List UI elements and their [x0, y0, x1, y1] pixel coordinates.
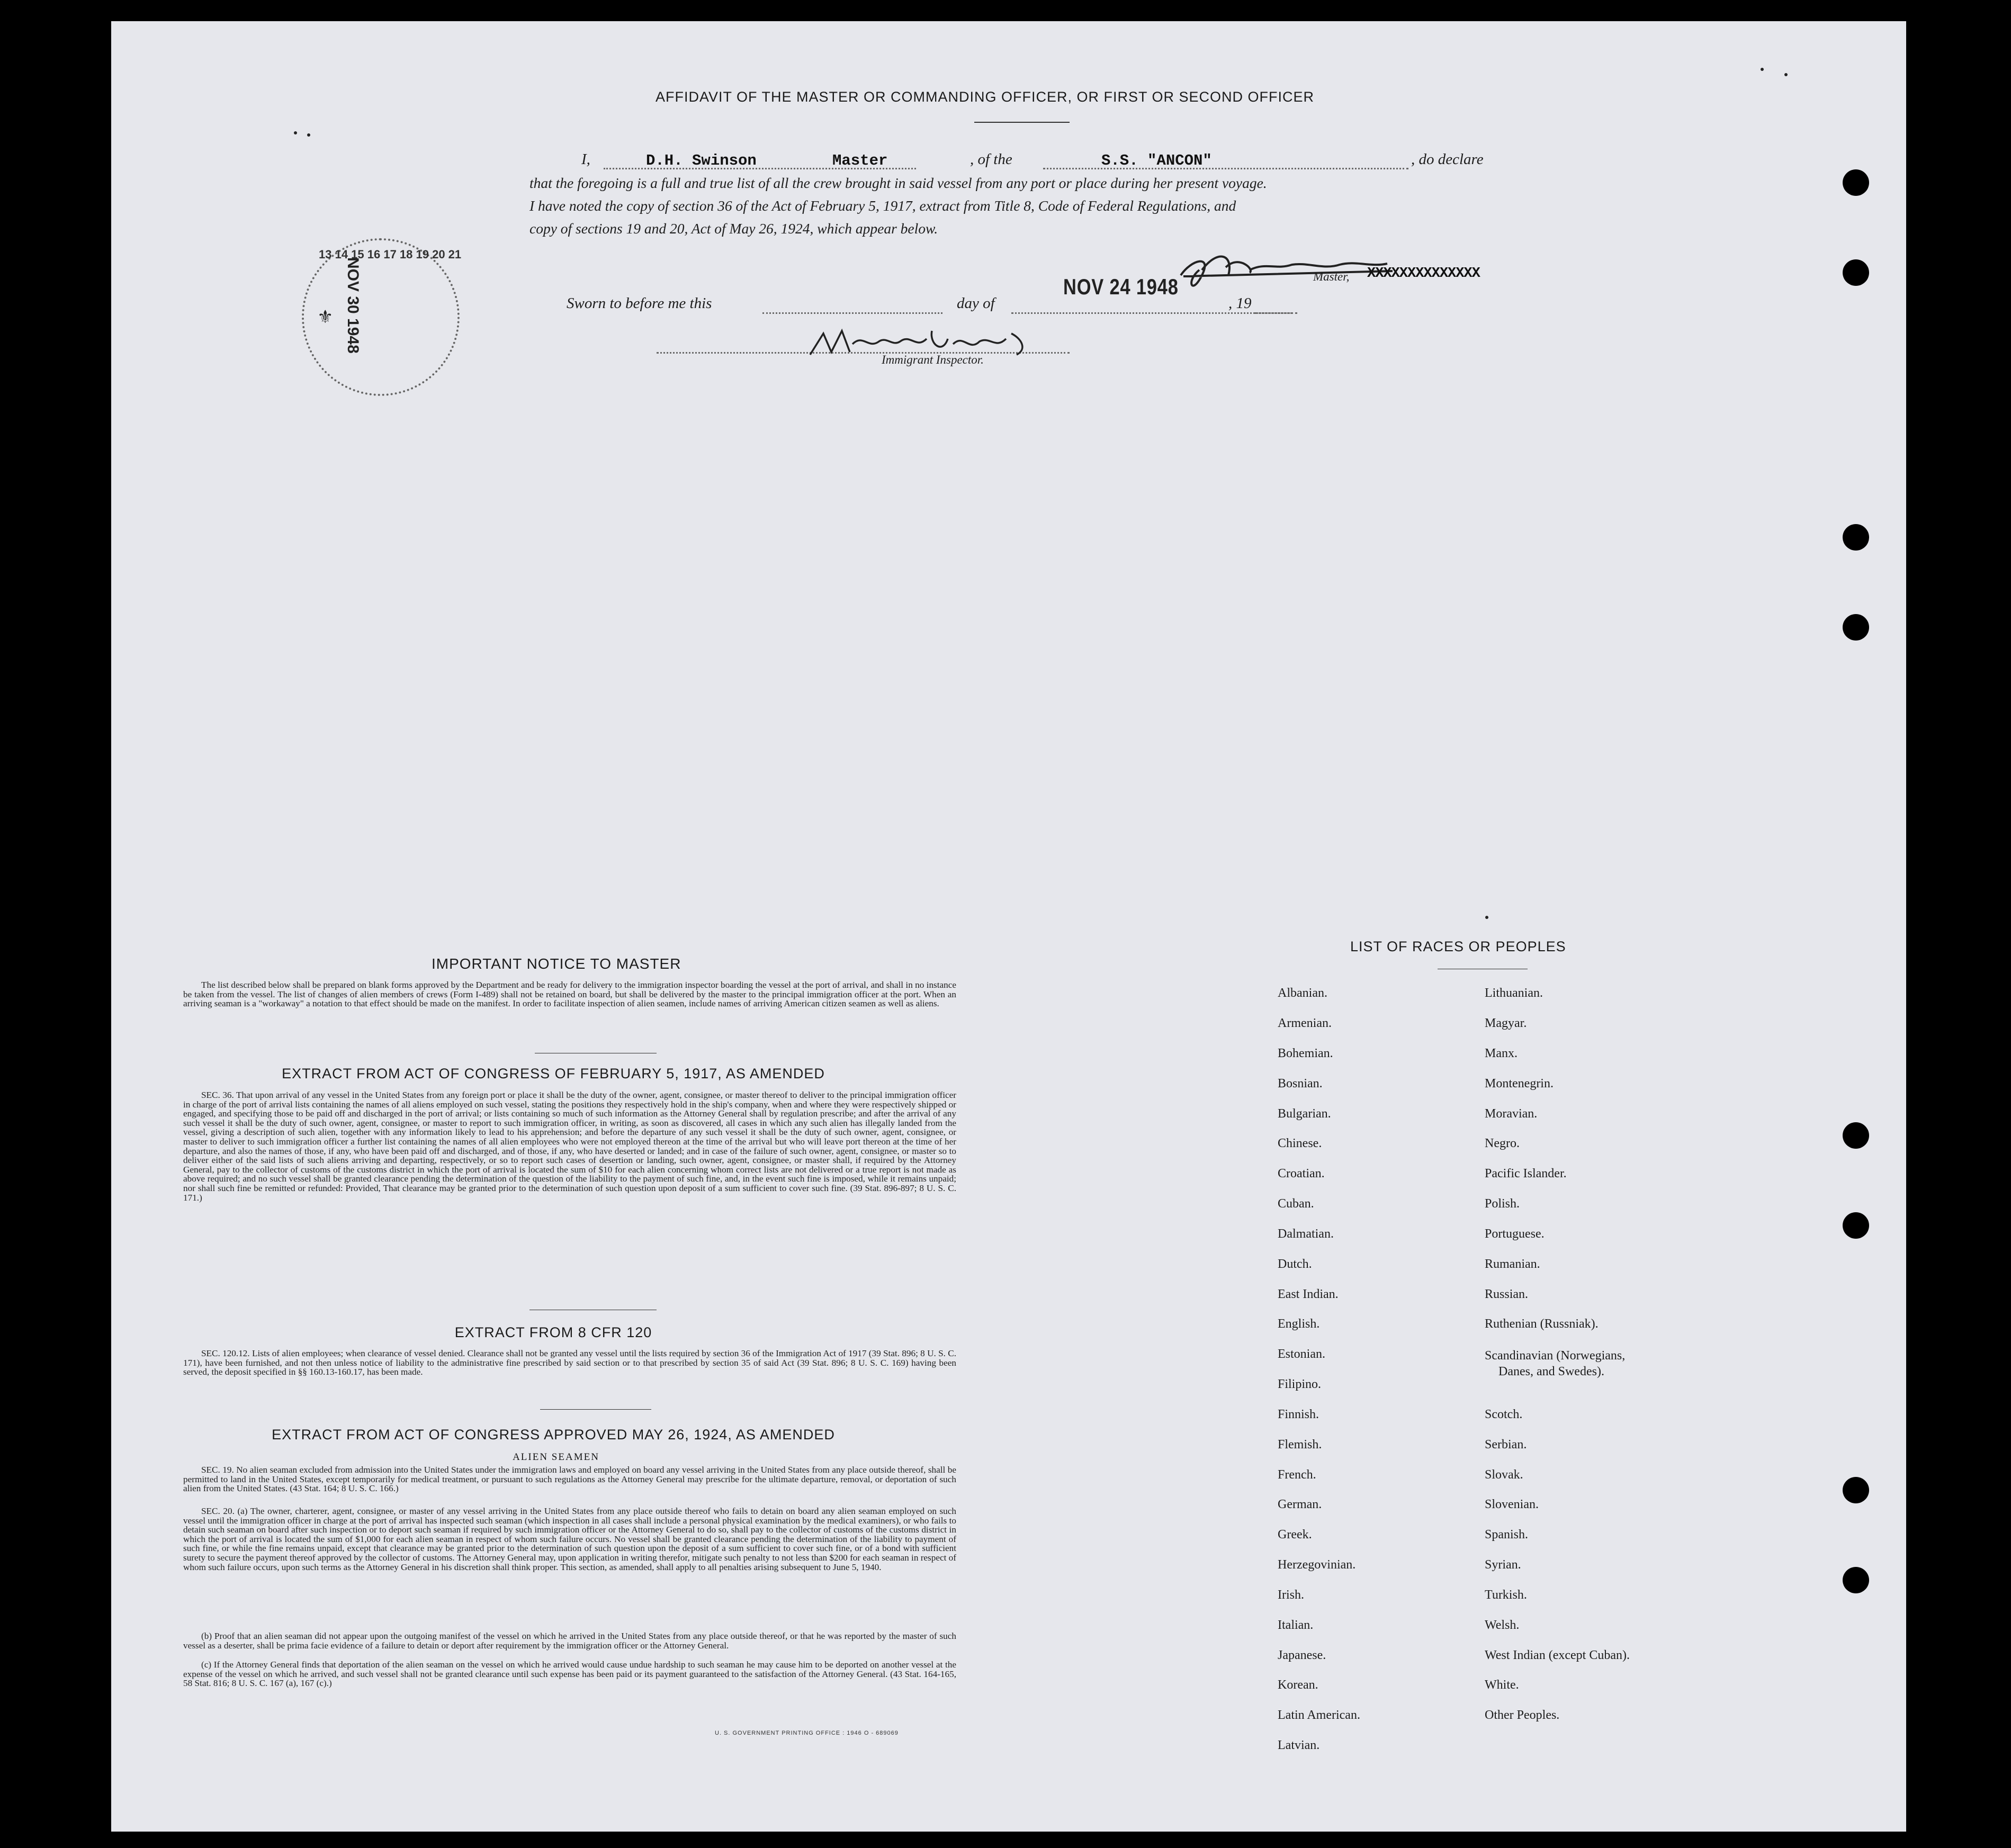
year-label: , 19: [1228, 295, 1252, 312]
race-right: Manx.: [1485, 1047, 1518, 1060]
race-right: Welsh.: [1485, 1618, 1520, 1632]
punch-hole: [1843, 259, 1869, 286]
i-label: I,: [581, 151, 590, 168]
race-left: French.: [1278, 1468, 1316, 1482]
race-right: Slovenian.: [1485, 1498, 1539, 1511]
extract-cfr-title: EXTRACT FROM 8 CFR 120: [454, 1324, 652, 1340]
day-of-label: day of: [957, 295, 995, 312]
race-left: Dutch.: [1278, 1257, 1312, 1271]
stamp-ring-numbers: 13 14 15 16 17 18 19 20 21: [319, 248, 462, 261]
race-left: German.: [1278, 1498, 1322, 1511]
punch-hole: [1843, 614, 1869, 641]
extract-1924-title: EXTRACT FROM ACT OF CONGRESS APPROVED MAY 26, 1924, AS AMENDED: [272, 1427, 835, 1443]
affidavit-line-4: copy of sections 19 and 20, Act of May 26, 1924, which appear below.: [529, 220, 938, 237]
of-the-label: , of the: [970, 151, 1012, 168]
extract-1917-body: SEC. 36. That upon arrival of any vessel in the United States from any foreign port or place it shall be the duty of the owner, agent, consignee, or master thereof to deliver to the principal immigration officer in charge of the port of arrival lists containing the names of all aliens employed on such vessel, stating the positions they respectively hold in the ship's company, when and where they were respectively shipped or engaged, and specifying those to be paid off and discharged in the port of arrival; or lists containing so much of such information as the Attorney General shall by regulation prescribe; and after the arrival of any such vessel it shall be the duty of such owner, agent, consignee, or master to report to such immigration officer, in writing, as soon as discovered, all cases in which any such alien has illegally landed from the vessel, giving a description of such alien, together with any information likely to lead to his apprehension; and before the departure of any such vessel it shall be the duty of such owner, agent, consignee, or master to deliver to such immigration officer a further list containing the names of all alien employees who were not employed thereon at the time of the arrival but who will leave port thereon at the time of her departure, and also the names of those, if any, who have been paid off and discharged, and of those, if any, who have deserted or landed; and in case of the failure of such owner, agent, consignee, or master so to deliver either of the said lists of such aliens arriving and departing, respectively, or so to report such cases of desertion or landing, such owner, agent, consignee, or master shall, if required by the Attorney General, pay to the collector of customs of the customs district in which the port of arrival is located the sum of $10 for each alien concerning whom correct lists are not delivered or a true report is not made as above required; and no such vessel shall be granted clearance pending the determination of the question of the liability to the payment of such fine, and, in the event such fine is imposed, while it remains unpaid; nor shall such fine be remitted or refunded: Provided, That clearance may be granted prior to the determination of such question upon deposit of a sum sufficient to cover such fine. (39 Stat. 896-897; 8 U. S. C. 171.): [183, 1090, 956, 1203]
races-title: LIST OF RACES OR PEOPLES: [1350, 939, 1566, 954]
speck: [1784, 73, 1788, 76]
month-blank: [1011, 312, 1297, 314]
race-right: Other Peoples.: [1485, 1708, 1560, 1722]
punch-hole: [1843, 169, 1869, 196]
race-left: Estonian.: [1278, 1347, 1325, 1361]
form-page: [111, 21, 1906, 1832]
race-right: Negro.: [1485, 1137, 1520, 1150]
extract-1924-sec20b: (b) Proof that an alien seaman did not appear upon the outgoing manifest of the vessel on which he arrived in the United States from any place outside thereof, or that he was reported by the master of such vessel as a deserter, shall be prima facie evidence of a failure to detain or deport after requirement by the immigration officer or the Attorney General.: [183, 1631, 956, 1651]
race-left: Bohemian.: [1278, 1047, 1333, 1060]
stamp-date: NOV 30 1948: [344, 257, 362, 354]
race-right: Slovak.: [1485, 1468, 1523, 1482]
affidavit-title: AFFIDAVIT OF THE MASTER OR COMMANDING OFFICER, OR FIRST OR SECOND OFFICER: [656, 89, 1315, 105]
extract-1924-sec20a: SEC. 20. (a) The owner, charterer, agent, consignee, or master of any vessel arriving in the United States from any place outside thereof who fails to detain on board any alien seaman employed on such vessel until the immigration officer in charge at the port of arrival has inspected such seaman (which inspection in all cases shall include a personal physical examination by the medical examiners), or who fails to detain such seaman on board after such inspection or to deport such seaman if required by such immigration officer or the Attorney General to do so, shall pay to the collector of customs of the customs district in which the port of arrival is located the sum of $1,000 for each alien seaman in respect of whom such failure occurs. No vessel shall be granted clearance pending the determination of the liability to payment of such fine, or while the fine remains unpaid, except that clearance may be granted prior to the determination of such question upon the deposit of a sum sufficient to cover such fine, or of a bond with sufficient surety to secure the payment thereof approved by the collector of customs. The Attorney General may, upon application in writing therefor, mitigate such penalty to not less than $200 for each seaman in respect of whom such failure occurs, upon such terms as the Attorney General in his discretion shall think proper. This section, as amended, shall apply to all penalties arising subsequent to June 5, 1940.: [183, 1506, 956, 1572]
master-title-label: Master,: [1313, 270, 1350, 283]
punch-hole: [1843, 524, 1869, 551]
race-right: Lithuanian.: [1485, 986, 1543, 1000]
extract-1917-title: EXTRACT FROM ACT OF CONGRESS OF FEBRUARY 5, 1917, AS AMENDED: [282, 1066, 825, 1081]
race-right: White.: [1485, 1678, 1519, 1692]
race-left: Albanian.: [1278, 986, 1327, 1000]
punch-hole: [1843, 1567, 1869, 1593]
race-right: Serbian.: [1485, 1438, 1527, 1452]
do-declare-label: , do declare: [1411, 151, 1484, 168]
year-blank: [1255, 312, 1292, 314]
race-right: Polish.: [1485, 1197, 1520, 1211]
extract-1924-sec19: SEC. 19. No alien seaman excluded from admission into the United States under the immigration laws and employed on board any vessel arriving in the United States from any place outside thereof, shall be permitted to land in the United States, except temporarily for medical treatment, or pursuant to such regulations as the Attorney General may prescribe for the ultimate departure, removal, or deportation of such alien from the United States. (43 Stat. 164; 8 U. S. C. 166.): [183, 1465, 956, 1494]
race-left: Dalmatian.: [1278, 1227, 1334, 1241]
race-left: Bosnian.: [1278, 1077, 1323, 1090]
vessel-name: S.S. "ANCON": [1101, 152, 1212, 169]
affidavit-line-3: I have noted the copy of section 36 of the Act of February 5, 1917, extract from Title 8, Code of Federal Regulations, and: [529, 197, 1236, 214]
race-left: Bulgarian.: [1278, 1107, 1331, 1121]
race-left: Japanese.: [1278, 1648, 1326, 1662]
race-left: Finnish.: [1278, 1408, 1319, 1421]
extract-1924-subtitle: ALIEN SEAMEN: [513, 1452, 599, 1463]
speck: [307, 133, 310, 137]
printer-imprint: U. S. GOVERNMENT PRINTING OFFICE : 1946 O - 689069: [715, 1730, 899, 1736]
race-left: Flemish.: [1278, 1438, 1322, 1452]
extract-1924-sec20c: (c) If the Attorney General finds that deportation of the alien seaman on the vessel on which he arrived would cause undue hardship to such seaman he may cause him to be deported on another vessel at the expense of the vessel on which he arrived, and such vessel shall not be granted clearance until such expense has been paid or its payment guaranteed to the satisfaction of the Attorney General. (43 Stat. 164-165, 58 Stat. 816; 8 U. S. C. 167 (a), 167 (c).): [183, 1660, 956, 1689]
race-left: Filipino.: [1278, 1377, 1322, 1391]
inspector-label: Immigrant Inspector.: [882, 353, 984, 366]
punch-hole: [1843, 1212, 1869, 1239]
speck: [294, 131, 297, 134]
race-right: Magyar.: [1485, 1016, 1527, 1030]
race-left: English.: [1278, 1317, 1320, 1331]
race-left: Latin American.: [1278, 1708, 1360, 1722]
race-left: East Indian.: [1278, 1287, 1339, 1301]
receipt-stamp: [302, 238, 460, 396]
race-right: Danes, and Swedes).: [1498, 1365, 1604, 1378]
speck: [1761, 68, 1764, 71]
date-stamp: NOV 24 1948: [1063, 274, 1179, 299]
race-right: Syrian.: [1485, 1558, 1521, 1572]
master-rank: Master: [832, 152, 888, 169]
race-left: Greek.: [1278, 1528, 1312, 1541]
notice-title: IMPORTANT NOTICE TO MASTER: [432, 955, 681, 972]
speck: [1485, 916, 1488, 919]
race-right: Turkish.: [1485, 1588, 1527, 1602]
sworn-label: Sworn to before me this: [567, 295, 712, 312]
fleur-icon: ⚜: [317, 308, 334, 327]
race-right: Spanish.: [1485, 1528, 1529, 1541]
race-right: Portuguese.: [1485, 1227, 1545, 1241]
extract-cfr-rule: [540, 1409, 651, 1410]
race-left: Croatian.: [1278, 1167, 1325, 1180]
race-right: Moravian.: [1485, 1107, 1538, 1121]
race-left: Korean.: [1278, 1678, 1318, 1692]
race-right: Rumanian.: [1485, 1257, 1540, 1271]
race-left: Herzegovinian.: [1278, 1558, 1356, 1572]
notice-body: The list described below shall be prepared on blank forms approved by the Department and be ready for delivery to the immigration inspector boarding the vessel at the port of arrival, and shall in no instance be taken from the vessel. The list of changes of alien members of crews (Form I-489) shall not be retained on board, but shall be delivered by the master to the principal immigration officer at the port. When an arriving seaman is a "workaway" a notation to that effect should be made on the manifest. In order to facilitate inspection of alien seamen, include names of arriving American citizen seamen as well as aliens.: [183, 980, 956, 1009]
race-right: Ruthenian (Russniak).: [1485, 1317, 1599, 1331]
race-left: Armenian.: [1278, 1016, 1332, 1030]
struck-title: XXXXXXXXXXXXXX: [1367, 266, 1480, 282]
race-right: Scandinavian (Norwegians,: [1485, 1349, 1626, 1363]
punch-hole: [1843, 1122, 1869, 1149]
race-right: Montenegrin.: [1485, 1077, 1554, 1090]
race-left: Chinese.: [1278, 1137, 1322, 1150]
title-rule: [974, 122, 1070, 123]
punch-hole: [1843, 1477, 1869, 1503]
race-left: Cuban.: [1278, 1197, 1314, 1211]
race-right: Russian.: [1485, 1287, 1529, 1301]
race-left: Latvian.: [1278, 1738, 1320, 1752]
vessel-blank: [1043, 168, 1408, 169]
master-name: D.H. Swinson: [646, 152, 757, 169]
race-right: Pacific Islander.: [1485, 1167, 1567, 1180]
race-left: Italian.: [1278, 1618, 1314, 1632]
race-left: Irish.: [1278, 1588, 1304, 1602]
affidavit-line-2: that the foregoing is a full and true list of all the crew brought in said vessel from any port or place during her present voyage.: [529, 175, 1267, 191]
day-blank: [762, 312, 942, 314]
extract-cfr-body: SEC. 120.12. Lists of alien employees; when clearance of vessel denied. Clearance shall not be granted any vessel until the lists required by section 36 of the Immigration Act of 1917 (39 Stat. 896; 8 U. S. C. 171), have been furnished, and not then unless notice of liability to the administrative fine prescribed by said section or to that prescribed by section 35 of said Act (39 Stat. 896; 8 U. S. C. 169) having been served, the deposit specified in §§ 160.13-160.17, has been made.: [183, 1348, 956, 1377]
race-right: Scotch.: [1485, 1408, 1523, 1421]
race-right: West Indian (except Cuban).: [1485, 1648, 1630, 1662]
